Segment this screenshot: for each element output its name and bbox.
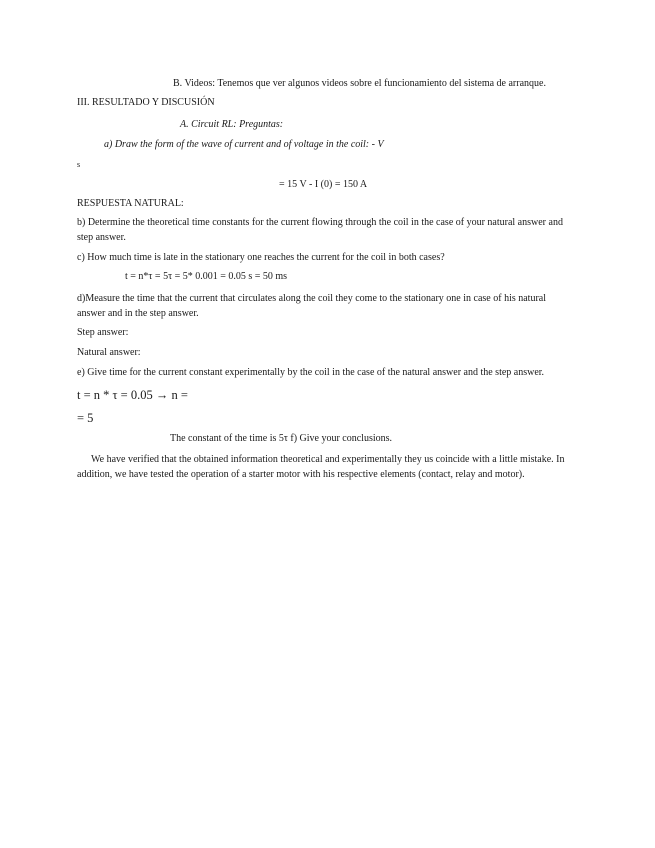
- equation-current: = 15 V - I (0) = 150 A: [279, 179, 368, 190]
- equation-n: t = n * τ = 0.05 → n =: [77, 388, 188, 402]
- natural-response-label: RESPUESTA NATURAL:: [77, 198, 184, 209]
- stray-unit-text: s: [77, 160, 81, 169]
- question-c: c) How much time is late in the stationary one reaches the current for the coil in both cases?: [77, 252, 445, 263]
- question-d: d)Measure the time that the current that circulates along the coil they come to the stationary one in case of his natural answer and in the step answer.: [77, 293, 546, 319]
- time-constant-line: The constant of the time is 5τ f) Give your conclusions.: [170, 433, 393, 444]
- step-answer-label: Step answer:: [77, 327, 129, 338]
- section-heading: III. RESULTADO Y DISCUSIÓN: [77, 97, 215, 108]
- question-a: a) Draw the form of the wave of current and of voltage in the coil: - V: [104, 139, 384, 150]
- conclusion-paragraph: We have verified that the obtained information theoretical and experimentally they us coincide with a little mistake. In addition, we have tested the operation of a starter motor with his respective elements (contact, relay and motor).: [77, 454, 565, 480]
- question-e: e) Give time for the current constant experimentally by the coil in the case of the natural answer and the step answer.: [77, 367, 545, 378]
- subsection-heading: A. Circuit RL: Preguntas:: [180, 119, 284, 130]
- equation-n-result: = 5: [77, 411, 94, 425]
- question-b: b) Determine the theoretical time constants for the current flowing through the coil in the case of your natural answer and step answer.: [77, 217, 563, 243]
- videos-paragraph: B. Videos: Tenemos que ver algunos videos sobre el funcionamiento del sistema de arranque.: [173, 78, 546, 89]
- equation-time: t = n*τ = 5τ = 5* 0.001 = 0.05 s = 50 ms: [125, 271, 288, 282]
- natural-answer-label: Natural answer:: [77, 347, 141, 358]
